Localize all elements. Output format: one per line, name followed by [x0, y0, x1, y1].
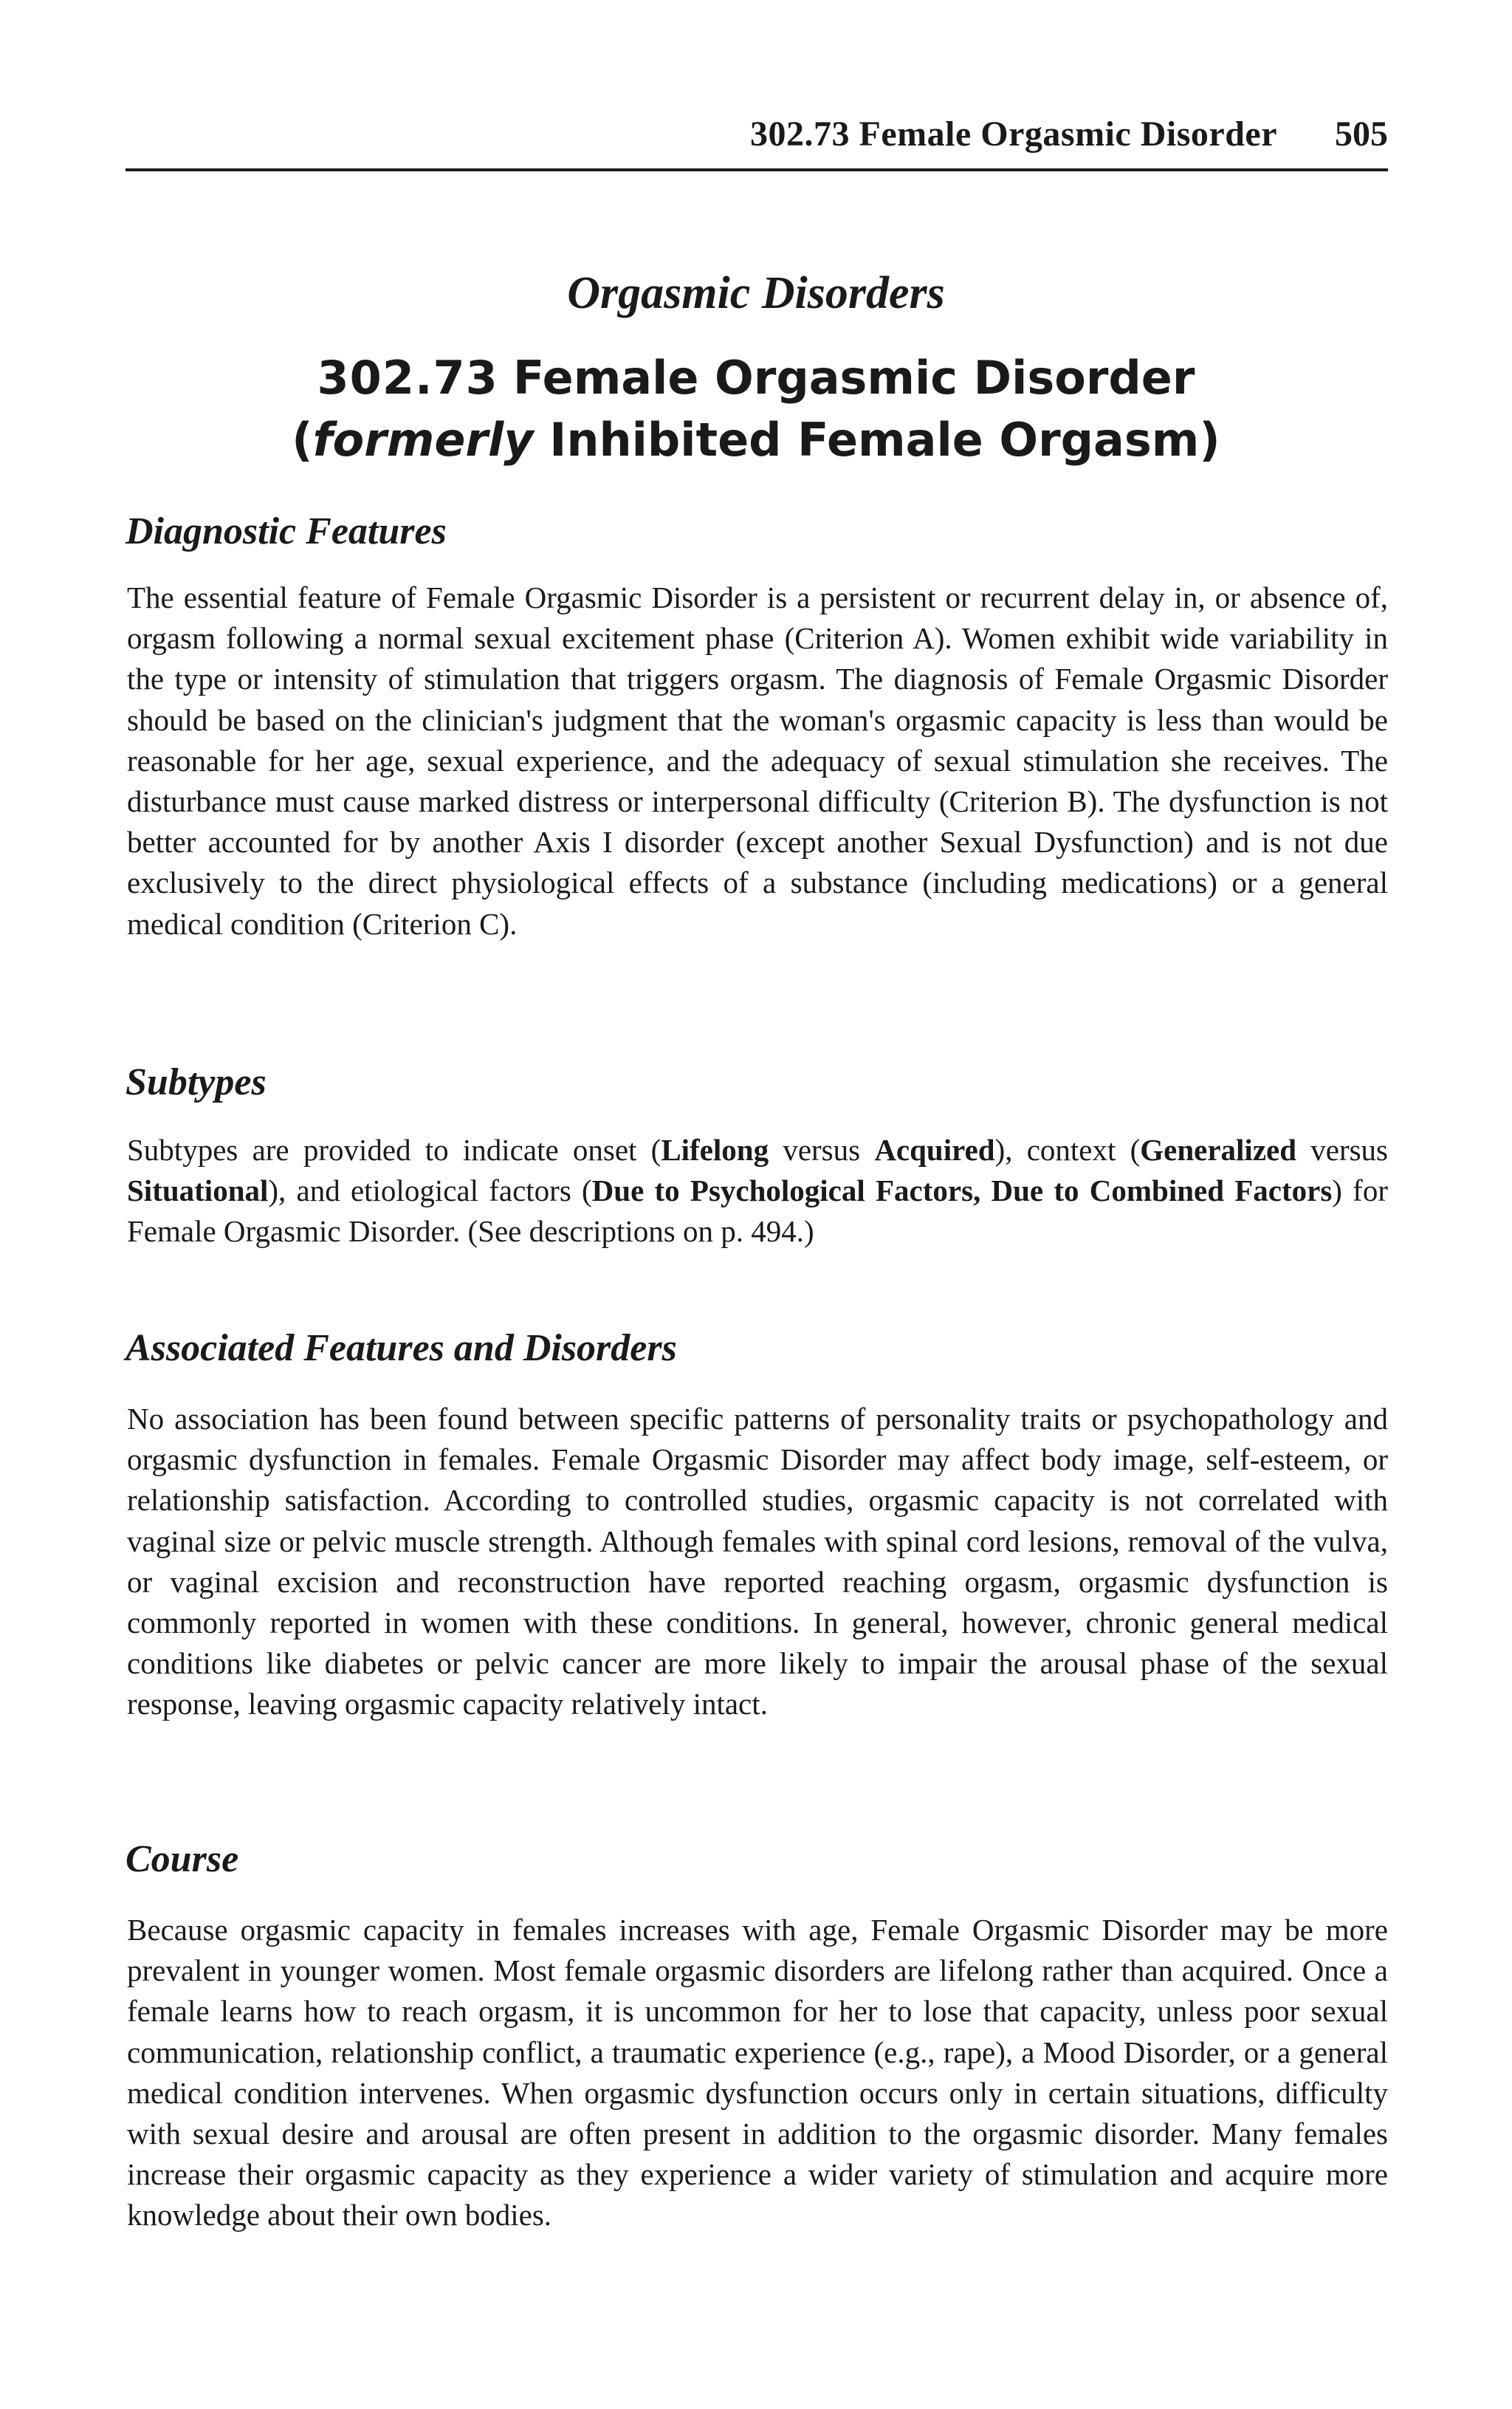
heading-subtypes: Subtypes [126, 1061, 267, 1103]
paragraph-course: Because orgasmic capacity in females increases with age, Female Orgasmic Disorder may be more prevalent in younger women. Most female orgasmic disorders are lifelong rather than acquired. Once a female learns how to reach orgasm, it is uncommon for her to lose that capacity, unless poor sexual communication, relationship conflict, a traumatic experience (e.g., rape), a Mood Disorder, or a general medical condition intervenes. When orgasmic dysfunction occurs only in certain situations, difficulty with sexual desire and arousal are often present in addition to the orgasmic disorder. Many females increase their orgasmic capacity as they experience a wider variety of stimulation and acquire more knowledge about their own bodies. [127, 1913, 1388, 2232]
subtype-generalized: Generalized [1140, 1133, 1297, 1167]
subtypes-text-5: ), and etiological factors ( [268, 1173, 592, 1208]
subtype-factors: Due to Psychological Factors, Due to Combined Factors [591, 1173, 1333, 1208]
page-number: 505 [1335, 114, 1388, 154]
disorder-title [0, 347, 1512, 471]
heading-diagnostic-features: Diagnostic Features [126, 510, 447, 552]
subtype-lifelong: Lifelong [661, 1133, 769, 1167]
formerly-label: formerly [312, 413, 534, 467]
heading-associated-features: Associated Features and Disorders [126, 1327, 677, 1369]
subtype-acquired: Acquired [874, 1133, 995, 1167]
disorder-name: Female Orgasmic Disorder [512, 351, 1195, 405]
disorder-title-line-2 [0, 409, 1512, 471]
section-title: Orgasmic Disorders [567, 268, 945, 318]
disorder-title-line-1 [0, 347, 1512, 409]
heading-course: Course [126, 1838, 239, 1880]
paragraph-associated-features: No association has been found between specific patterns of personality traits or psychopathology and orgasmic dysfunction in females. Female Orgasmic Disorder may affect body image, self-esteem, or relationship satisfaction. According to controlled studies, orgasmic capacity is not correlated with vaginal size or pelvic muscle strength. Although females with spinal cord lesions, removal of the vulva, or vaginal excision and reconstruction have reported reaching orgasm, orgasmic dysfunction is commonly reported in women with these conditions. In general, however, chronic general medical conditions like diabetes or pelvic cancer are more likely to impair the arousal phase of the sexual response, leaving orgasmic capacity relatively intact. [127, 1402, 1388, 1721]
formerly-open-paren: ( [292, 413, 313, 467]
paragraph-subtypes [127, 1130, 1388, 1253]
subtypes-text-3: ), context ( [994, 1133, 1141, 1167]
running-head-title: 302.73 Female Orgasmic Disorder [750, 114, 1277, 154]
subtypes-text-6: ) for Female Orgasmic Disorder. (See descriptions on p. 494.) [127, 1173, 1388, 1249]
subtype-situational: Situational [127, 1173, 269, 1208]
subtypes-text-1: Subtypes are provided to indicate onset ( [127, 1133, 662, 1167]
paragraph-diagnostic-features: The essential feature of Female Orgasmic Disorder is a persistent or recurrent delay in, or absence of, orgasm following a normal sexual excitement phase (Criterion A). Women exhibit wide variability in the type or intensity of stimulation that triggers orgasm. The diagnosis of Female Orgasmic Disorder should be based on the clinician's judgment that the woman's orgasmic capacity is less than would be reasonable for her age, sexual experience, and the adequacy of sexual stimulation she receives. The disturbance must cause marked distress or interpersonal difficulty (Criterion B). The dysfunction is not better accounted for by another Axis I disorder (except another Sexual Dysfunction) and is not due exclusively to the direct physiological effects of a substance (including medications) or a general medical condition (Criterion C). [127, 580, 1388, 941]
subtypes-text-4: versus [1296, 1133, 1389, 1167]
formerly-name: Inhibited Female Orgasm) [533, 413, 1220, 467]
running-head [126, 109, 1388, 171]
disorder-code: 302.73 [317, 351, 498, 405]
subtypes-text-2: versus [769, 1133, 875, 1167]
